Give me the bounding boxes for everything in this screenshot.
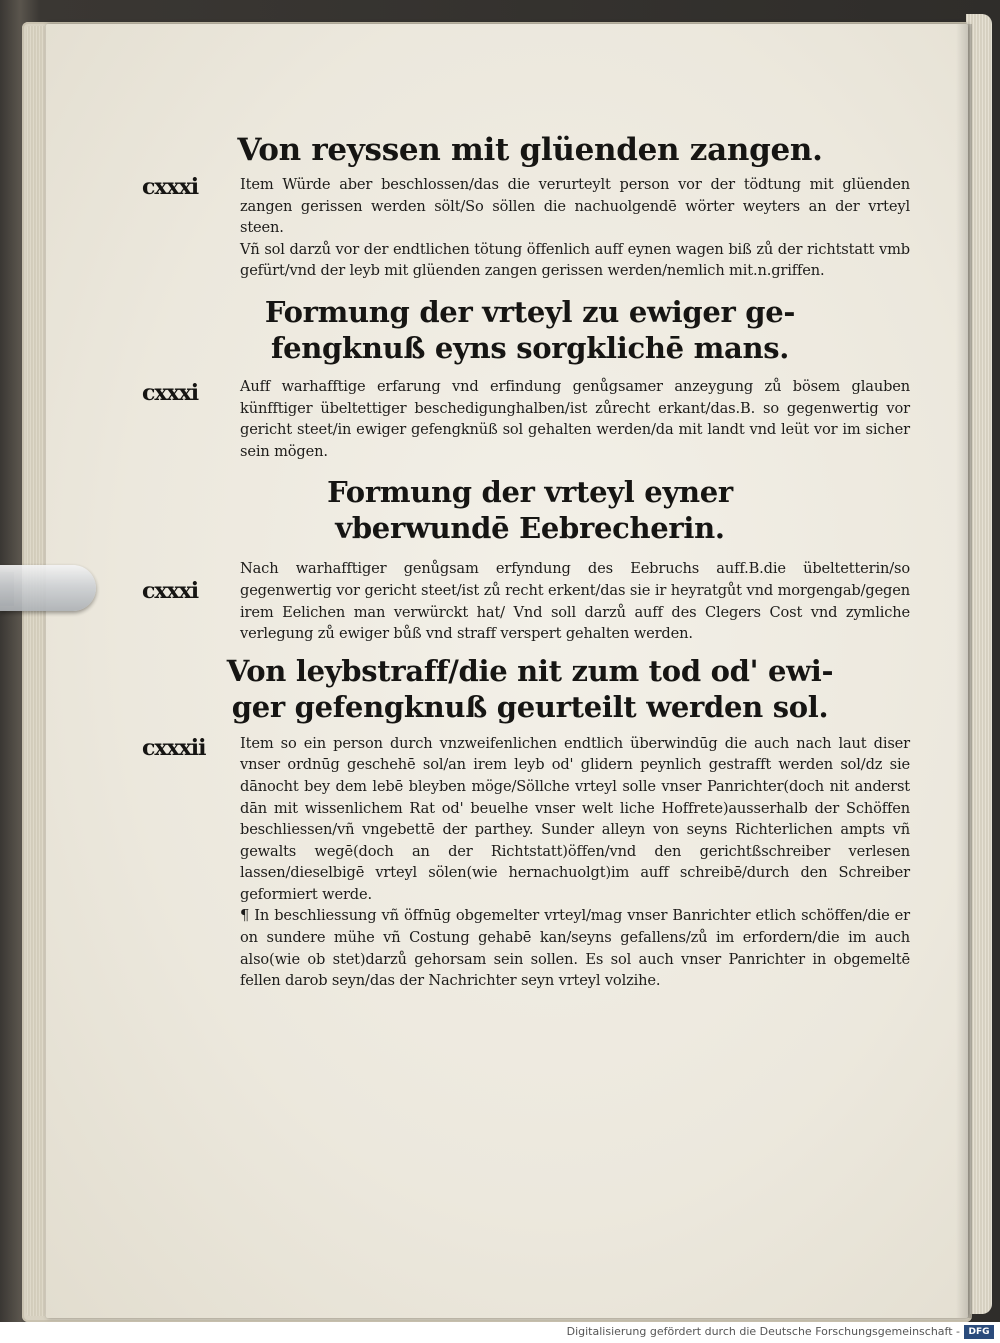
- paragraph: Item so ein person durch vnzweifenlichen endtlich überwindūg die auch nach laut diser vnser ordnūg geschehē sol/an irem leyb od' glidern peynlich gestrafft werden sol/dz sie dānocht bey dem lebē bleyben möge/Söllche vrteyl solle vnser Panrichter(doch nit anderst dān mit wissenlichem Rat od' beuelhe vnser welt liche Hoffrete)ausserhalb der Schöffen beschliessen/vñ vngebettē der parthey. Sunder alleyn von seyns Richterlichen ampts vñ gewalts wegē(doch an der Richtstatt)öffen/vnd den gerichtßschreiber verlesen lassen/dieselbigē vrteyl sölen(wie hernachuolgt)im auff schreibē/durch den Schreiber geformiert werde.: [240, 734, 910, 903]
- section-eebrecherin: [142, 474, 910, 644]
- footer-bar: [0, 1322, 1000, 1343]
- section-heading: [150, 474, 910, 546]
- dfg-logo: DFG: [964, 1325, 994, 1339]
- paragraph: Item Würde aber beschlossen/das die verurteylt person vor der tödtung mit glüenden zangen gerissen werden sölt/So söllen die nachuolgendē wörter weyters an der vrteyl steen.: [240, 176, 910, 237]
- heading-line: Von reyssen mit glüenden zangen.: [237, 132, 823, 168]
- paragraph: Nach warhafftiger genůgsam erfyndung des Eebruchs auff.B.die übeltetterin/so gegenwertig vor gericht steet/ist zů recht erkent/das sie ir heyratgůt vnd morgengab/gegen irem Eelichen man verwürckt hat/ Vnd soll darzů auff des Clegers Cost vnd zymliche verlegung zů ewiger bůß vnd straff verspert gehalten werden.: [240, 560, 910, 643]
- paragraph: Auff warhafftige erfarung vnd erfindung genůgsamer anzeygung zů bösem glauben künfftiger übeltettiger beschedigunghalben/ist zůrecht erkant/das.B. so gegenwertig vor gericht steet/in ewiger gefengknüß sol gehalten werden/da mit landt vnd leüt vor im sicher sein mögen.: [240, 377, 910, 460]
- heading-line: vberwundē Eebrecherin.: [335, 511, 725, 546]
- funding-notice: Digitalisierung gefördert durch die Deutsche Forschungsgemeinschaft -: [566, 1325, 960, 1338]
- section-heading: [150, 132, 910, 168]
- section-leybstraff: [142, 653, 910, 992]
- page-gutter-shadow: [956, 24, 972, 1318]
- section-heading: [150, 294, 910, 366]
- page-clip: [0, 565, 96, 611]
- section-ewiger-gefengknuss: [142, 294, 910, 462]
- heading-line: fengknuß eyns sorgklichē mans.: [270, 330, 790, 365]
- section-heading: [150, 653, 910, 725]
- chapter-marker: cxxxii: [142, 734, 206, 761]
- heading-line: ger gefengknuß geurteilt werden sol.: [231, 689, 829, 724]
- left-page-edges: [26, 26, 48, 1316]
- heading-line: Formung der vrteyl eyner: [327, 475, 733, 510]
- chapter-marker: cxxxi: [142, 379, 199, 406]
- section-reyssen: [142, 132, 910, 282]
- paragraph: Vñ sol darzů vor der endtlichen tötung öffenlich auff eynen wagen biß zů der richtstatt vmb gefürt/vnd der leyb mit glüenden zangen gerissen werden/nemlich mit.n.griffen.: [240, 240, 910, 280]
- heading-line: Von leybstraff/die nit zum tod od' ewi-: [226, 653, 834, 688]
- chapter-marker: cxxxi: [142, 578, 199, 605]
- page-text: [142, 118, 910, 992]
- paragraph: ¶ In beschliessung vñ öffnūg obgemelter vrteyl/mag vnser Banrichter etlich schöffen/die er on sundere mühe vñ Costung gehabē kan/seyns gefallens/zů im erfordern/die im auch also(wie ob stet)darzů gehorsam sein sollen. Es sol auch vnser Panrichter in obgemeltē fellen darob seyn/das der Nachrichter seyn vrteyl volzihe.: [240, 907, 910, 990]
- heading-line: Formung der vrteyl zu ewiger ge-: [264, 294, 796, 329]
- chapter-marker: cxxxi: [142, 174, 199, 200]
